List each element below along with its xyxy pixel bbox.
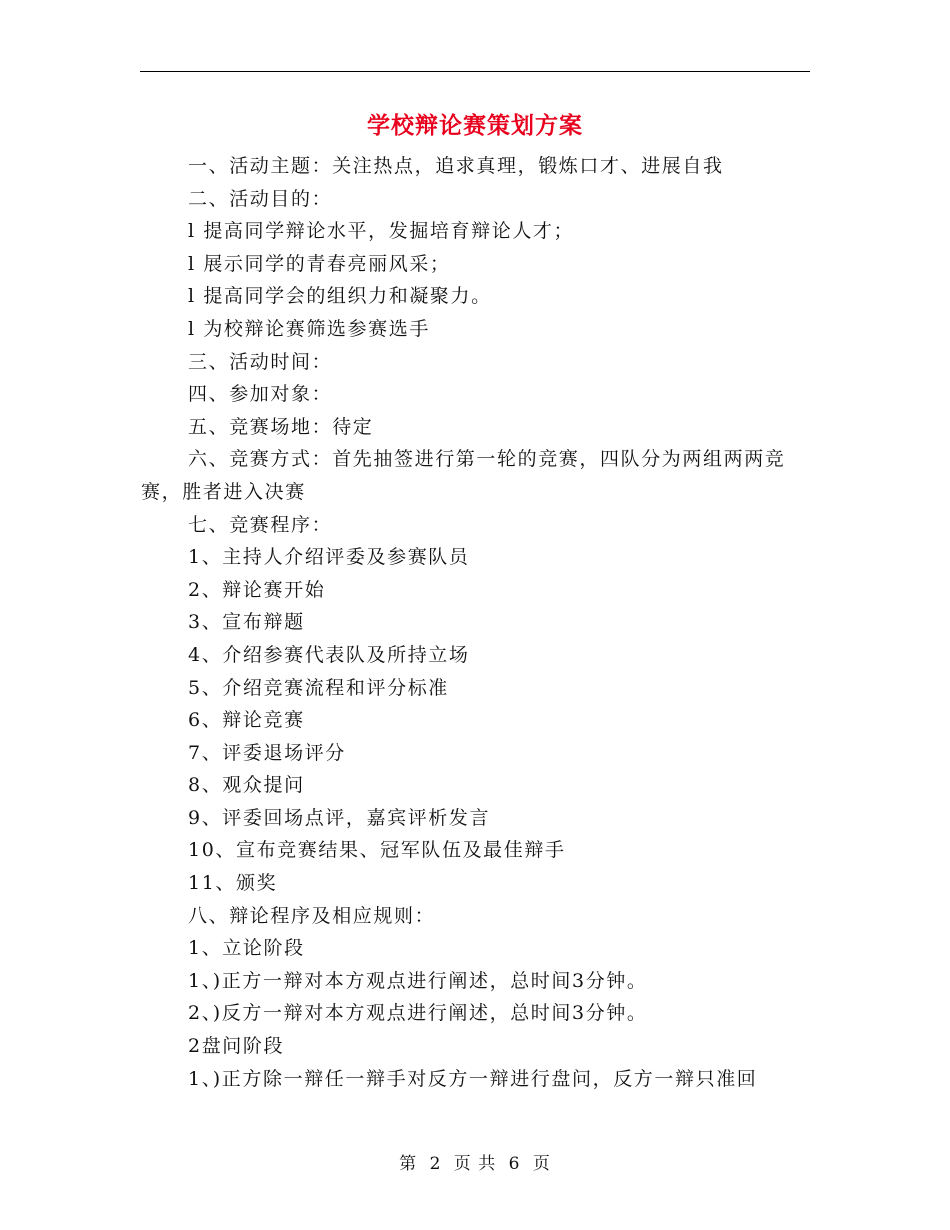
footer-total-pages: 6 bbox=[508, 1154, 521, 1174]
paragraph: 五、竞赛场地：待定 bbox=[188, 415, 374, 438]
document-title: 学校辩论赛策划方案 bbox=[367, 113, 583, 139]
paragraph: l 提高同学辩论水平，发掘培育辩论人才； bbox=[188, 220, 575, 243]
paragraph: 4、介绍参赛代表队及所持立场 bbox=[188, 643, 470, 666]
paragraph: 2、辩论赛开始 bbox=[188, 578, 326, 601]
paragraph: 一、活动主题：关注热点，追求真理，锻炼口才、进展自我 bbox=[188, 155, 724, 177]
paragraph: 8、观众提问 bbox=[188, 774, 305, 797]
paragraph: 6、辩论竞赛 bbox=[188, 709, 305, 732]
paragraph: 3、宣布辩题 bbox=[188, 611, 305, 634]
footer-label-page: 第 bbox=[399, 1154, 418, 1174]
paragraph: 四、参加对象： bbox=[188, 383, 333, 406]
page-footer bbox=[0, 1151, 950, 1177]
paragraph: 八、辩论程序及相应规则： bbox=[188, 904, 436, 927]
paragraph: 1、)正方除一辩任一辩手对反方一辩进行盘问，反方一辩只准回 bbox=[188, 1067, 758, 1090]
paragraph: 七、竞赛程序： bbox=[188, 513, 333, 536]
paragraph: 1、主持人介绍评委及参赛队员 bbox=[188, 546, 470, 569]
paragraph: 11、颁奖 bbox=[188, 872, 278, 895]
header-rule bbox=[140, 71, 810, 72]
paragraph: l 为校辩论赛筛选参赛选手 bbox=[188, 317, 430, 340]
footer-label-end: 页 bbox=[532, 1154, 551, 1174]
paragraph: 六、竞赛方式：首先抽签进行第一轮的竞赛，四队分为两组两两竞赛，胜者进入决赛 bbox=[141, 448, 786, 503]
paragraph: 10、宣布竞赛结果、冠军队伍及最佳辩手 bbox=[188, 839, 566, 862]
paragraph: 1、)正方一辩对本方观点进行阐述，总时间3分钟。 bbox=[188, 969, 648, 992]
paragraph: 9、评委回场点评，嘉宾评析发言 bbox=[188, 806, 491, 829]
paragraph: 1、立论阶段 bbox=[188, 937, 305, 960]
paragraph: 5、介绍竞赛流程和评分标准 bbox=[188, 676, 449, 699]
paragraph: 2盘问阶段 bbox=[188, 1035, 285, 1058]
paragraph: l 提高同学会的组织力和凝聚力。 bbox=[188, 285, 492, 308]
paragraph: 二、活动目的： bbox=[188, 187, 333, 210]
paragraph: l 展示同学的青春亮丽风采； bbox=[188, 252, 451, 275]
paragraph: 三、活动时间： bbox=[188, 350, 333, 373]
paragraph: 2、)反方一辩对本方观点进行阐述，总时间3分钟。 bbox=[188, 1002, 648, 1025]
footer-label-of: 页 共 bbox=[453, 1154, 497, 1174]
paragraph: 7、评委退场评分 bbox=[188, 741, 346, 764]
footer-current-page: 2 bbox=[429, 1154, 442, 1174]
document-body bbox=[141, 150, 809, 1095]
